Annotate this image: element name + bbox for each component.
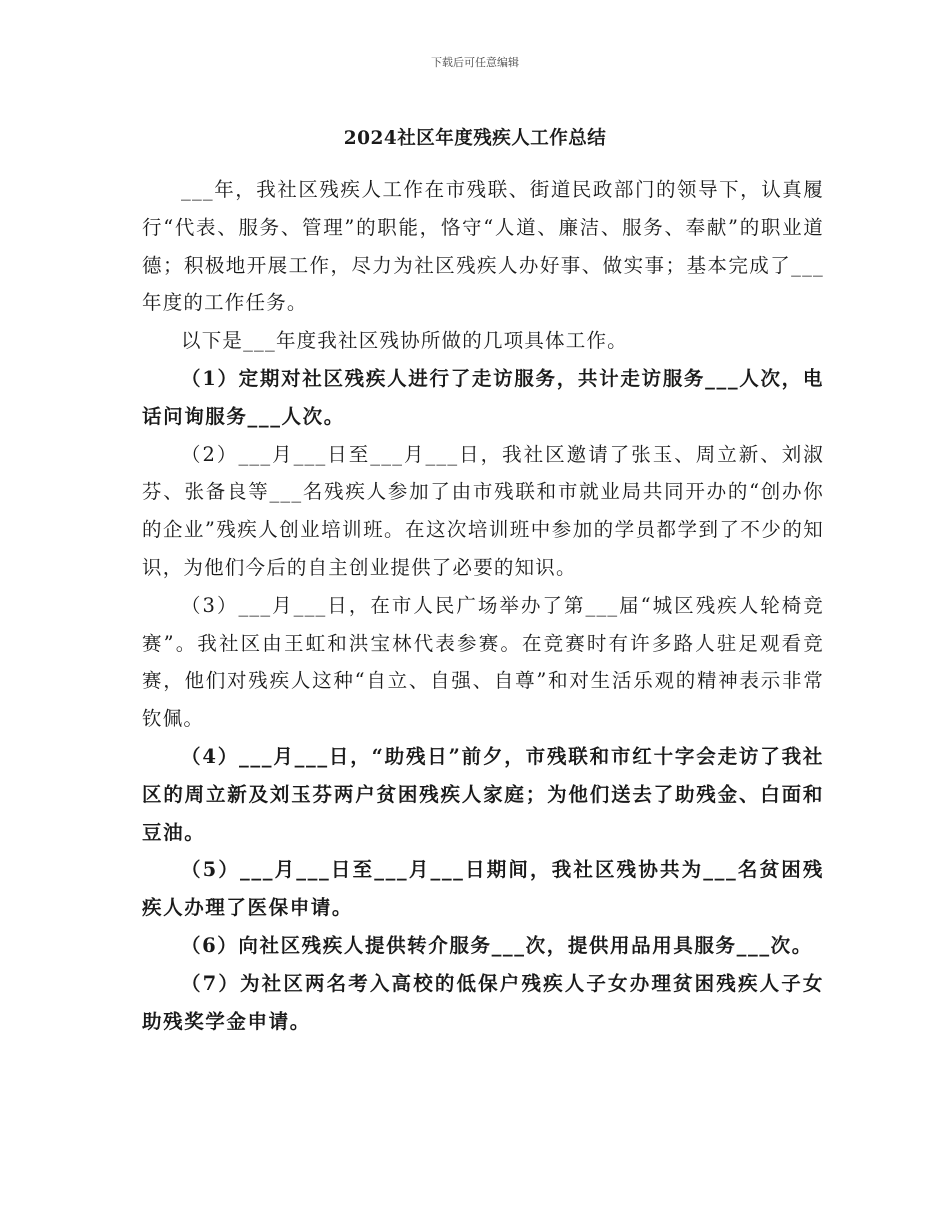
document-body [142, 171, 824, 1040]
paragraph-item-6: （6）向社区残疾人提供转介服务___次，提供用品用具服务___次。 [181, 933, 813, 957]
paragraph-overview: 以下是___年度我社区残协所做的几项具体工作。 [181, 329, 628, 353]
paragraph-item-5: （5）___月___日至___月___日期间，我社区残协共为___名贫困残疾人办理了医保申请。 [142, 858, 824, 920]
paragraph-item-2: （2）___月___日至___月___日，我社区邀请了张玉、周立新、刘淑芬、张备良等___名残疾人参加了由市残联和市就业局共同开办的“创办你的企业”残疾人创业培训班。在这次培训班中参加的学员都学到了不少的知识，为他们今后的自主创业提供了必要的知识。 [142, 442, 824, 579]
paragraph-intro: ___年，我社区残疾人工作在市残联、街道民政部门的领导下，认真履行“代表、服务、管理”的职能，恪守“人道、廉洁、服务、奉献”的职业道德；积极地开展工作，尽力为社区残疾人办好事、做实事；基本完成了___年度的工作任务。 [142, 178, 824, 315]
paragraph-item-7: （7）为社区两名考入高校的低保户残疾人子女办理贫困残疾人子女助残奖学金申请。 [142, 971, 824, 1033]
document-title: 2024社区年度残疾人工作总结 [343, 128, 607, 149]
header-note: 下载后可任意编辑 [431, 56, 519, 69]
paragraph-item-3: （3）___月___日，在市人民广场举办了第___届“城区残疾人轮椅竞赛”。我社区由王虹和洪宝林代表参赛。在竞赛时有许多路人驻足观看竞赛，他们对残疾人这种“自立、自强、自尊”和对生活乐观的精神表示非常钦佩。 [142, 593, 824, 731]
paragraph-item-1: （1）定期对社区残疾人进行了走访服务，共计走访服务___人次，电话问询服务___人次。 [142, 366, 824, 428]
paragraph-item-4: （4）___月___日，“助残日”前夕，市残联和市红十字会走访了我社区的周立新及刘玉芬两户贫困残疾人家庭；为他们送去了助残金、白面和豆油。 [142, 744, 824, 844]
